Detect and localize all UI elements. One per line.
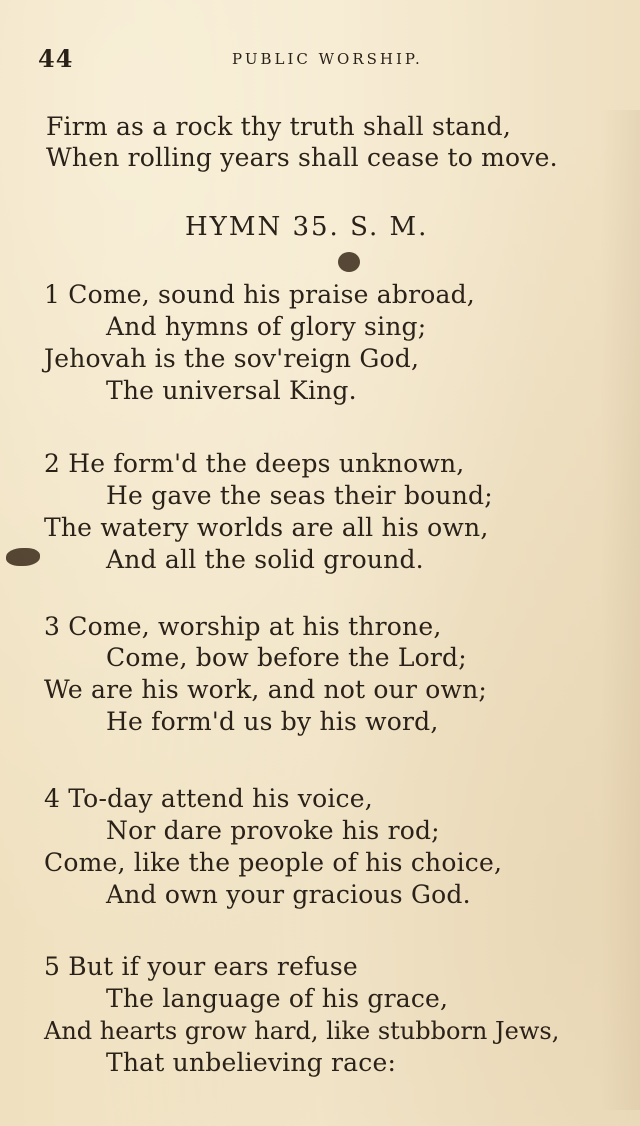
stanza-line: And all the solid ground. (106, 545, 424, 574)
stanza-line: We are his work, and not our own; (44, 675, 488, 704)
stanza-line: Nor dare provoke his rod; (106, 816, 440, 845)
intro-line: When rolling years shall cease to move. (46, 143, 558, 172)
stanza-line: Jehovah is the sov'reign God, (44, 344, 420, 373)
stanza-line: 5 But if your ears refuse (44, 952, 358, 981)
stanza-line: He form'd us by his word, (106, 707, 439, 736)
stanza-line: 1 Come, sound his praise abroad, (44, 280, 475, 309)
running-head: PUBLIC WORSHIP. (232, 50, 423, 68)
stanza-line: And hearts grow hard, like stubborn Jews, (44, 1017, 560, 1045)
stanza-line: And own your gracious God. (106, 880, 471, 909)
stanza-line: The language of his grace, (106, 984, 449, 1013)
page-edge-shading (600, 110, 640, 1110)
ink-blot (338, 252, 360, 272)
stanza-line: That unbelieving race: (106, 1048, 397, 1077)
hymn-title: HYMN 35. S. M. (185, 212, 429, 242)
stanza-line: He gave the seas their bound; (106, 481, 493, 510)
stanza-line: And hymns of glory sing; (106, 312, 427, 341)
ink-smudge (6, 548, 40, 566)
stanza-line: 2 He form'd the deeps unknown, (44, 449, 465, 478)
page-number: 44 (38, 44, 74, 73)
intro-line: Firm as a rock thy truth shall stand, (46, 112, 511, 141)
stanza-line: The universal King. (106, 376, 357, 405)
stanza-line: 3 Come, worship at his throne, (44, 612, 442, 641)
stanza-line: 4 To-day attend his voice, (44, 784, 373, 813)
stanza-line: The watery worlds are all his own, (44, 513, 489, 542)
stanza-line: Come, bow before the Lord; (106, 643, 467, 672)
stanza-line: Come, like the people of his choice, (44, 848, 503, 877)
